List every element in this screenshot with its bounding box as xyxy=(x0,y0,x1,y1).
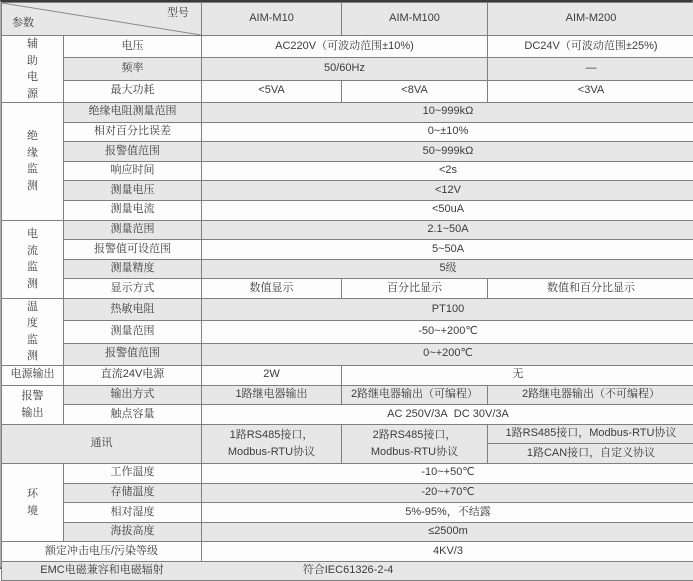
value-humidity: 5%-95%，不结露 xyxy=(202,503,693,523)
comm-m100-line2: Modbus-RTU协议 xyxy=(344,444,485,461)
param-measure-voltage: 测量电压 xyxy=(64,181,202,201)
value-measure-voltage: <12V xyxy=(202,181,693,201)
emc-value: 符合IEC61326-2-4 xyxy=(2,564,693,578)
value-altitude: ≤2500m xyxy=(202,522,693,542)
group-temperature: 温度监测 xyxy=(2,298,64,365)
corner-label-param: 参数 xyxy=(12,17,34,31)
param-thermistor: 热敏电阻 xyxy=(64,298,202,320)
param-output-mode: 输出方式 xyxy=(64,385,202,405)
param-max-power: 最大功耗 xyxy=(64,80,202,102)
group-insulation: 绝缘监测 xyxy=(2,103,64,221)
value-response-time: <2s xyxy=(202,161,693,181)
comm-m10-line2: Modbus-RTU协议 xyxy=(204,444,339,461)
row-insulation-range xyxy=(2,103,693,123)
row-dc24-supply xyxy=(2,365,693,385)
param-current-accuracy: 测量精度 xyxy=(64,259,202,279)
value-frequency-m10-m100: 50/60Hz xyxy=(202,58,488,80)
corner-cell xyxy=(2,3,202,36)
row-display-mode xyxy=(2,279,693,299)
emc-label: EMC电磁兼容和电磁辐射 xyxy=(2,562,202,581)
value-output-mode-m10: 1路继电器输出 xyxy=(202,385,342,405)
row-thermistor xyxy=(2,298,693,320)
column-header-aim-m200: AIM-M200 xyxy=(488,3,693,36)
param-current-range: 测量范围 xyxy=(64,220,202,240)
param-dc24-supply: 直流24V电源 xyxy=(64,365,202,385)
row-measure-voltage xyxy=(2,181,693,201)
value-temp-range: -50~+200℃ xyxy=(202,321,693,343)
row-comm-top xyxy=(2,424,693,444)
value-dc24-supply-m10: 2W xyxy=(202,365,342,385)
value-current-alarm-range: 5~50A xyxy=(202,240,693,260)
value-output-mode-m200: 2路继电器输出（不可编程） xyxy=(488,385,693,405)
param-measure-current: 测量电流 xyxy=(64,200,202,220)
value-frequency-m200: — xyxy=(488,58,693,80)
comm-m10-line1: 1路RS485接口， xyxy=(204,427,339,444)
value-storage-temp: -20~+70℃ xyxy=(202,483,693,503)
value-thermistor: PT100 xyxy=(202,298,693,320)
param-relative-error: 相对百分比误差 xyxy=(64,122,202,142)
value-work-temp: -10~+50℃ xyxy=(202,463,693,483)
value-measure-current: <50uA xyxy=(202,200,693,220)
value-insulation-range: 10~999kΩ xyxy=(202,103,693,123)
value-comm-m200-can: 1路CAN接口，自定义协议 xyxy=(488,444,693,464)
row-storage-temp xyxy=(2,483,693,503)
value-display-mode-m10: 数值显示 xyxy=(202,279,342,299)
row-impulse xyxy=(2,542,693,562)
value-voltage-m200: DC24V（可波动范围±25%) xyxy=(488,36,693,58)
param-temp-alarm-range: 报警值范围 xyxy=(64,343,202,365)
value-comm-m100 xyxy=(342,424,488,463)
row-measure-current xyxy=(2,200,693,220)
value-comm-m10 xyxy=(202,424,342,463)
column-header-aim-m10: AIM-M10 xyxy=(202,3,342,36)
group-power-output: 电源输出 xyxy=(2,365,64,385)
value-dc24-supply-m100-m200: 无 xyxy=(342,365,693,385)
spec-table xyxy=(1,2,693,581)
row-voltage xyxy=(2,36,693,58)
row-emc xyxy=(2,561,693,581)
param-display-mode: 显示方式 xyxy=(64,279,202,299)
row-humidity xyxy=(2,503,693,523)
row-insulation-alarm-range xyxy=(2,142,693,162)
row-relative-error xyxy=(2,122,693,142)
row-temp-alarm-range xyxy=(2,343,693,365)
param-current-alarm-range: 报警值可设范围 xyxy=(64,240,202,260)
group-environment: 环境 xyxy=(2,463,64,541)
param-storage-temp: 存储温度 xyxy=(64,483,202,503)
value-comm-m200-rs485: 1路RS485接口，Modbus-RTU协议 xyxy=(488,424,693,444)
comm-m100-line1: 2路RS485接口， xyxy=(344,427,485,444)
value-display-mode-m100: 百分比显示 xyxy=(342,279,488,299)
row-current-accuracy xyxy=(2,259,693,279)
param-altitude: 海拔高度 xyxy=(64,522,202,542)
row-output-mode xyxy=(2,385,693,405)
param-insulation-range: 绝缘电阻测量范围 xyxy=(64,103,202,123)
group-current: 电流监测 xyxy=(2,220,64,298)
column-header-aim-m100: AIM-M100 xyxy=(342,3,488,36)
row-max-power xyxy=(2,80,693,102)
row-contact-capacity xyxy=(2,405,693,425)
value-contact-capacity: AC 250V/3A DC 30V/3A xyxy=(202,405,693,425)
value-max-power-m100: <8VA xyxy=(342,80,488,102)
value-max-power-m200: <3VA xyxy=(488,80,693,102)
param-voltage: 电压 xyxy=(64,36,202,58)
value-output-mode-m100: 2路继电器输出（可编程） xyxy=(342,385,488,405)
param-temp-range: 测量范围 xyxy=(64,321,202,343)
row-response-time xyxy=(2,161,693,181)
param-response-time: 响应时间 xyxy=(64,161,202,181)
row-frequency xyxy=(2,58,693,80)
corner-label-model: 型号 xyxy=(167,7,189,21)
param-work-temp: 工作温度 xyxy=(64,463,202,483)
value-display-mode-m200: 数值和百分比显示 xyxy=(488,279,693,299)
row-temp-range xyxy=(2,321,693,343)
impulse-value: 4KV/3 xyxy=(202,542,693,562)
value-voltage-m10-m100: AC220V（可波动范围±10%) xyxy=(202,36,488,58)
row-current-alarm-range xyxy=(2,240,693,260)
row-work-temp xyxy=(2,463,693,483)
value-insulation-alarm-range: 50~999kΩ xyxy=(202,142,693,162)
value-relative-error: 0~±10% xyxy=(202,122,693,142)
impulse-label: 额定冲击电压/污染等级 xyxy=(2,542,202,562)
emc-row-cell xyxy=(2,561,693,581)
value-max-power-m10: <5VA xyxy=(202,80,342,102)
header-row xyxy=(2,3,693,36)
param-contact-capacity: 触点容量 xyxy=(64,405,202,425)
param-frequency: 频率 xyxy=(64,58,202,80)
value-current-accuracy: 5级 xyxy=(202,259,693,279)
group-comm: 通讯 xyxy=(2,424,202,463)
value-current-range: 2.1~50A xyxy=(202,220,693,240)
group-alarm-output: 报警输出 xyxy=(2,385,64,424)
param-humidity: 相对湿度 xyxy=(64,503,202,523)
row-altitude xyxy=(2,522,693,542)
group-aux-power: 辅助电源 xyxy=(2,36,64,103)
value-temp-alarm-range: 0~+200℃ xyxy=(202,343,693,365)
row-current-range xyxy=(2,220,693,240)
param-insulation-alarm-range: 报警值范围 xyxy=(64,142,202,162)
